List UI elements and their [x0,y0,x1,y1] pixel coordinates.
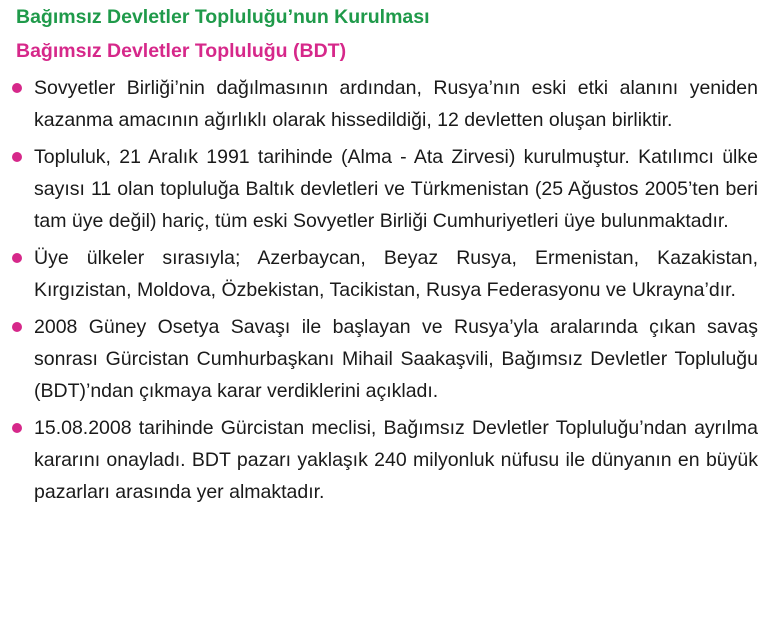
section-title: Bağımsız Devletler Topluluğu’nun Kurulması [16,6,430,28]
bullet-dot-icon [12,83,22,93]
bullet-item [10,311,758,407]
bullet-item [10,412,758,508]
bullet-dot-icon [12,152,22,162]
bullet-dot-icon [12,253,22,263]
subsection-title: Bağımsız Devletler Topluluğu (BDT) [16,40,347,62]
bullet-dot-icon [12,322,22,332]
bullet-list [10,72,758,513]
bullet-dot-icon [12,423,22,433]
bullet-item [10,72,758,136]
bullet-item [10,242,758,306]
bullet-text: Sovyetler Birliği’nin dağılmasının ardından, Rusya’nın eski etki alanını yeniden kazanma amacının ağırlıklı olarak hissedildiği, 12 devletten oluşan birliktir. [34,77,758,131]
bullet-text: 15.08.2008 tarihinde Gürcistan meclisi, Bağımsız Devletler Topluluğu’ndan ayrılma kararını onayladı. BDT pazarı yaklaşık 240 milyonluk nüfusu ile dünyanın en büyük pazarları arasında yer almaktadır. [34,417,758,503]
bullet-text: Üye ülkeler sırasıyla; Azerbaycan, Beyaz Rusya, Ermenistan, Kazakistan, Kırgızistan, Moldova, Özbekistan, Tacikistan, Rusya Federasyonu ve Ukrayna’dır. [34,247,758,301]
bullet-text: 2008 Güney Osetya Savaşı ile başlayan ve Rusya’yla aralarında çıkan savaş sonrası Gürcistan Cumhurbaşkanı Mihail Saakaşvili, Bağımsız Devletler Topluluğu (BDT)’ndan çıkmaya karar verdiklerini açıkladı. [34,316,758,402]
bullet-text: Topluluk, 21 Aralık 1991 tarihinde (Alma - Ata Zirvesi) kurulmuştur. Katılımcı ülke sayısı 11 olan topluluğa Baltık devletleri ve Türkmenistan (25 Ağustos 2005’ten beri tam üye değil) hariç, tüm eski Sovyetler Birliği Cumhuriyetleri üye bulunmaktadır. [34,146,758,232]
bullet-item [10,141,758,237]
